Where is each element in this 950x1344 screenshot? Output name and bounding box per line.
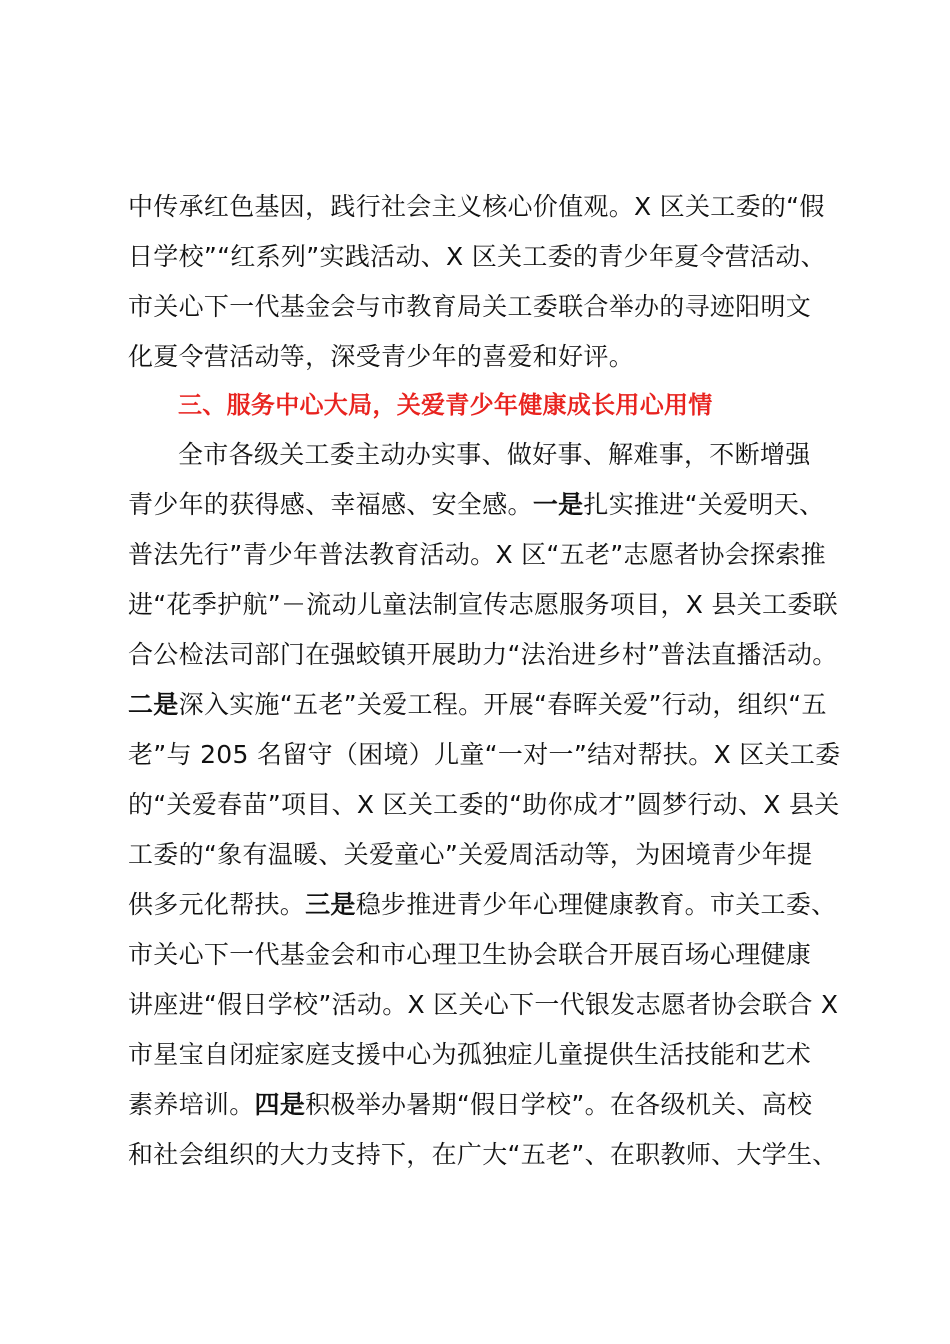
paragraph-line: 日学校”“红系列”实践活动、X 区关工委的青少年夏令营活动、 — [128, 242, 826, 271]
paragraph-line: 市星宝自闭症家庭支援中心为孤独症儿童提供生活技能和艺术 — [128, 1040, 812, 1069]
text-run: 青少年的获得感、幸福感、安全感。 — [128, 490, 533, 519]
paragraph-line: 和社会组织的大力支持下，在广大“五老”、在职教师、大学生、 — [128, 1140, 838, 1169]
text-run: 扎实推进“关爱明天、 — [583, 490, 825, 519]
text-run: 深入实施“五老”关爱工程。开展“春晖关爱”行动，组织“五 — [178, 690, 827, 719]
text-run: 供多元化帮扶。 — [128, 890, 306, 919]
paragraph-line: 老”与 205 名留守（困境）儿童“一对一”结对帮扶。X 区关工委 — [128, 740, 841, 769]
paragraph-line — [128, 480, 848, 530]
bold-marker: 一是 — [532, 490, 584, 519]
paragraph-line: 全市各级关工委主动办实事、做好事、解难事，不断增强 — [178, 440, 811, 469]
text-run: 积极举办暑期“假日学校”。在各级机关、高校 — [305, 1090, 813, 1119]
paragraph-line: 合公检法司部门在强蛟镇开展助力“法治进乡村”普法直播活动。 — [128, 640, 838, 669]
bold-marker: 三是 — [305, 890, 356, 919]
text-run: 素养培训。 — [128, 1090, 255, 1119]
paragraph-line: 进“花季护航”－流动儿童法制宣传志愿服务项目，X 县关工委联 — [128, 590, 838, 619]
paragraph-line: 讲座进“假日学校”活动。X 区关心下一代银发志愿者协会联合 X — [128, 990, 839, 1019]
paragraph-line: 市关心下一代基金会和市心理卫生协会联合开展百场心理健康 — [128, 940, 812, 969]
paragraph-line — [128, 680, 848, 730]
paragraph-line — [128, 880, 848, 930]
bold-marker: 二是 — [128, 690, 179, 719]
paragraph-line: 普法先行”青少年普法教育活动。X 区“五老”志愿者协会探索推 — [128, 540, 826, 569]
paragraph-line: 的“关爱春苗”项目、X 区关工委的“助你成才”圆梦行动、X 县关 — [128, 790, 840, 819]
bold-marker: 四是 — [254, 1090, 306, 1119]
text-run: 稳步推进青少年心理健康教育。市关工委、 — [355, 890, 837, 919]
paragraph-line: 中传承红色基因，践行社会主义核心价值观。X 区关工委的“假 — [128, 192, 825, 221]
section-heading: 三、服务中心大局，关爱青少年健康成长用心用情 — [178, 391, 713, 419]
paragraph-line: 化夏令营活动等，深受青少年的喜爱和好评。 — [128, 342, 635, 371]
paragraph-line: 工委的“象有温暖、关爱童心”关爱周活动等，为困境青少年提 — [128, 840, 813, 869]
paragraph-line — [128, 1080, 848, 1130]
paragraph-line: 市关心下一代基金会与市教育局关工委联合举办的寻迹阳明文 — [128, 292, 812, 321]
